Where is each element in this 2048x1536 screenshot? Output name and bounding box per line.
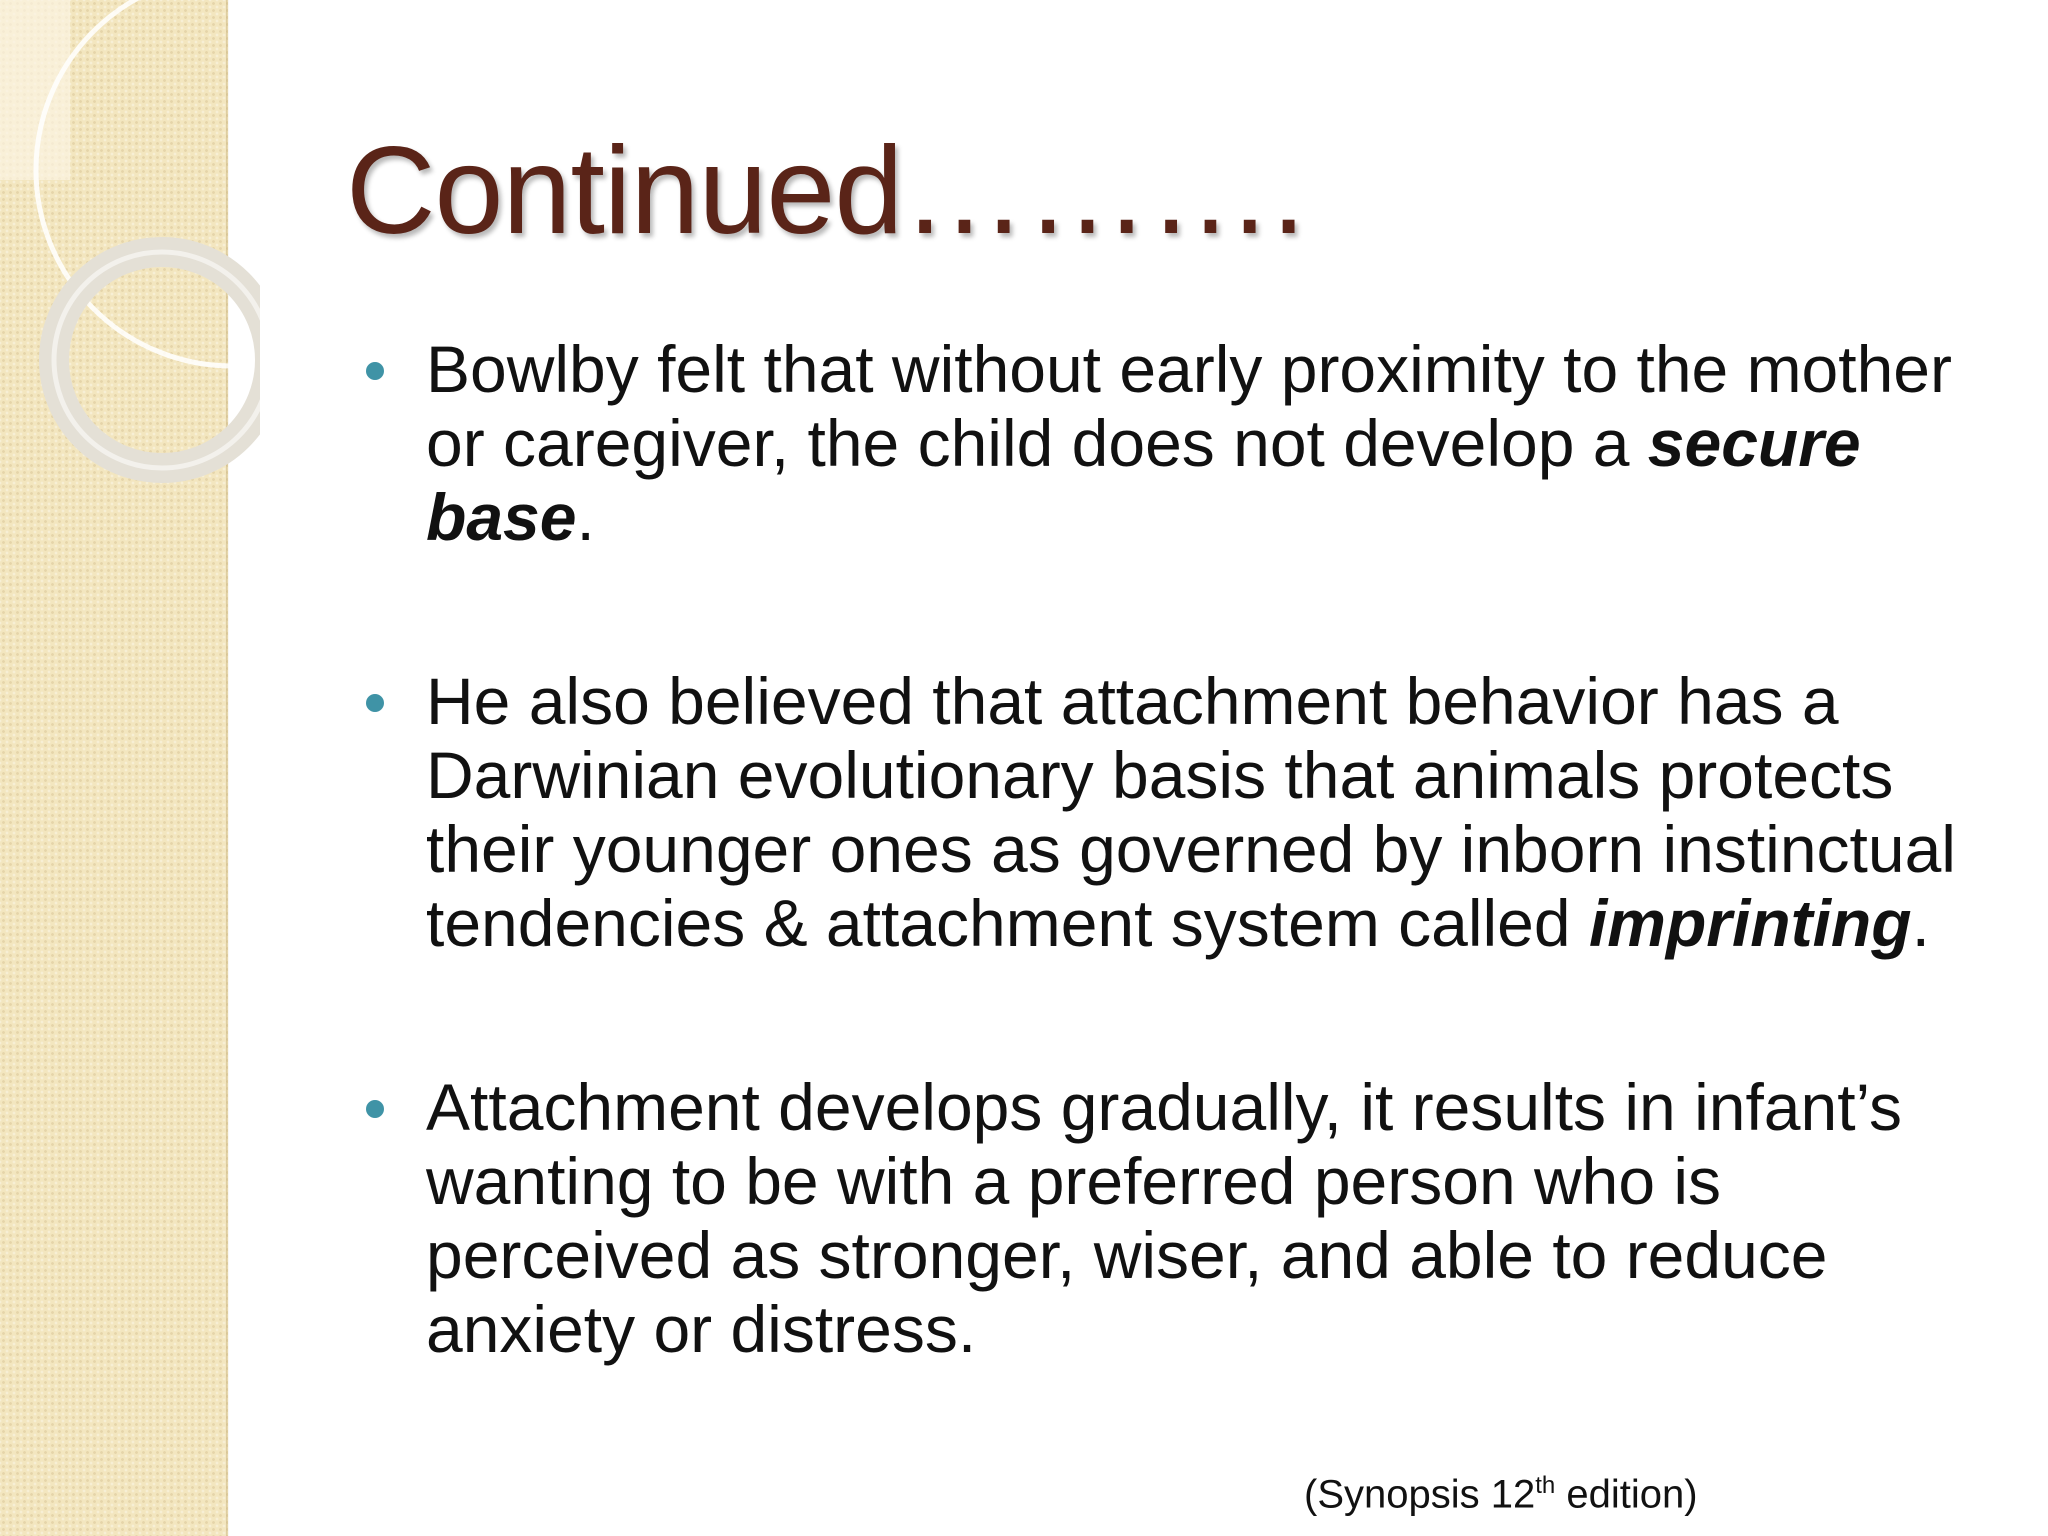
bullet-item <box>362 664 2002 960</box>
source-superscript: th <box>1535 1472 1556 1499</box>
bullet-item <box>362 1070 2002 1366</box>
bullet-emphasis: imprinting <box>1588 886 1912 960</box>
source-suffix: edition) <box>1555 1472 1698 1517</box>
decorative-rings <box>0 0 260 520</box>
bullet-list <box>362 332 2002 1366</box>
bullet-emphasis: secure base <box>426 406 1861 554</box>
source-citation <box>1304 1472 1698 1517</box>
bullet-dot-icon <box>366 694 384 712</box>
bullet-dot-icon <box>366 1100 384 1118</box>
bullet-end: . <box>1911 886 1930 960</box>
bullet-text: Bowlby felt that without early proximity to the mother or caregiver, the child does not develop a <box>426 332 1952 480</box>
slide-title: Continued………. <box>346 122 1305 260</box>
bullet-text: He also believed that attachment behavior has a Darwinian evolutionary basis that animals protects their younger ones as governed by inborn instinctual tendencies & attachment system called <box>426 664 1956 960</box>
bullet-text: Attachment develops gradually, it results in infant’s wanting to be with a preferred person who is perceived as stronger, wiser, and able to reduce anxiety or distress. <box>426 1070 1903 1366</box>
bullet-dot-icon <box>366 362 384 380</box>
bullet-item <box>362 332 2002 554</box>
bullet-end: . <box>576 480 595 554</box>
source-prefix: (Synopsis 12 <box>1304 1472 1536 1517</box>
